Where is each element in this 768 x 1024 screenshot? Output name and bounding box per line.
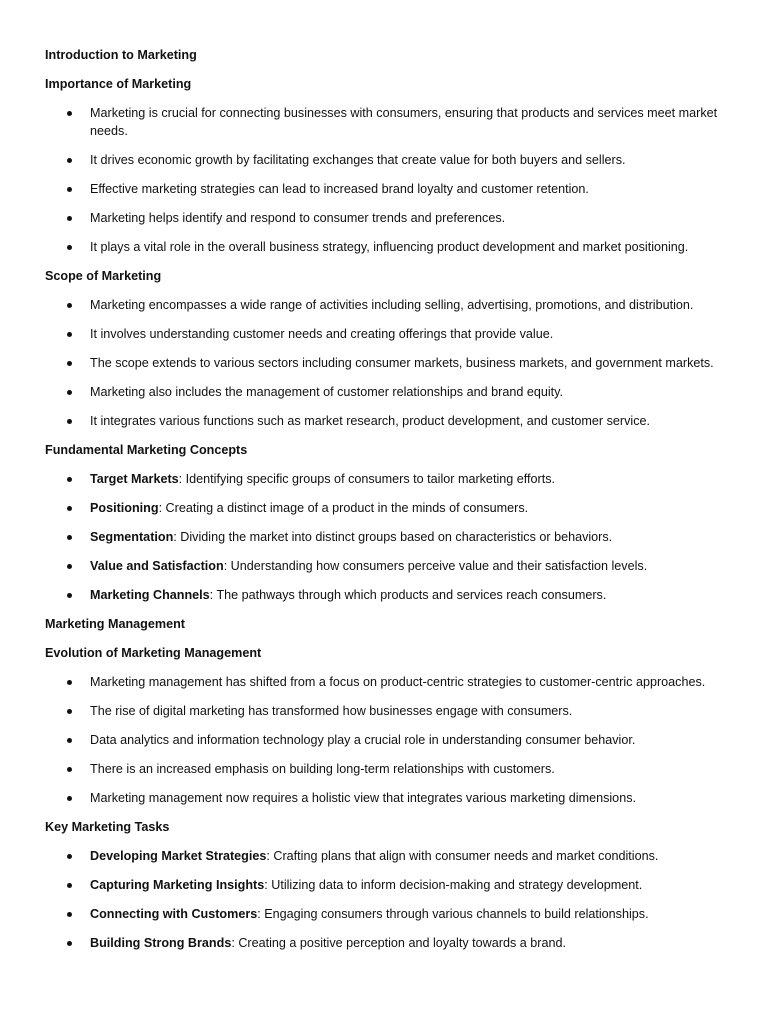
list-item: It drives economic growth by facilitating exchanges that create value for both buyers and sellers.: [45, 151, 735, 169]
bullet-icon: [67, 854, 72, 859]
bullet-icon: [67, 332, 72, 337]
concepts-list: [45, 470, 735, 604]
list-item: Target Markets: Identifying specific groups of consumers to tailor marketing efforts.: [45, 470, 735, 488]
term-label: Segmentation: [90, 530, 174, 544]
term-label: Building Strong Brands: [90, 936, 232, 950]
scope-list: [45, 296, 735, 430]
list-item: There is an increased emphasis on building long-term relationships with customers.: [45, 760, 735, 778]
importance-list: [45, 104, 735, 256]
list-item: Capturing Marketing Insights: Utilizing data to inform decision-making and strategy development.: [45, 876, 735, 894]
term-label: Positioning: [90, 501, 159, 515]
bullet-icon: [67, 564, 72, 569]
document-page: [45, 46, 735, 963]
list-item: Building Strong Brands: Creating a positive perception and loyalty towards a brand.: [45, 934, 735, 952]
bullet-icon: [67, 709, 72, 714]
bullet-icon: [67, 245, 72, 250]
list-item: Marketing Channels: The pathways through which products and services reach consumers.: [45, 586, 735, 604]
bullet-icon: [67, 477, 72, 482]
evolution-list: [45, 673, 735, 807]
list-item: Data analytics and information technology play a crucial role in understanding consumer behavior.: [45, 731, 735, 749]
bullet-icon: [67, 158, 72, 163]
bullet-icon: [67, 303, 72, 308]
list-item: Effective marketing strategies can lead to increased brand loyalty and customer retention.: [45, 180, 735, 198]
management-title: Marketing Management: [45, 617, 185, 631]
tasks-list: [45, 847, 735, 952]
bullet-icon: [67, 883, 72, 888]
tasks-heading: Key Marketing Tasks: [45, 820, 170, 834]
bullet-icon: [67, 361, 72, 366]
term-label: Developing Market Strategies: [90, 849, 267, 863]
list-item: The scope extends to various sectors including consumer markets, business markets, and government markets.: [45, 354, 735, 372]
list-item: Marketing management has shifted from a focus on product-centric strategies to customer-centric approaches.: [45, 673, 735, 691]
list-item: Marketing is crucial for connecting businesses with consumers, ensuring that products and services meet market needs.: [45, 104, 735, 140]
bullet-icon: [67, 390, 72, 395]
bullet-icon: [67, 216, 72, 221]
term-label: Capturing Marketing Insights: [90, 878, 265, 892]
bullet-icon: [67, 796, 72, 801]
list-item: Marketing helps identify and respond to consumer trends and preferences.: [45, 209, 735, 227]
bullet-icon: [67, 187, 72, 192]
list-item: The rise of digital marketing has transformed how businesses engage with consumers.: [45, 702, 735, 720]
importance-heading: Importance of Marketing: [45, 77, 192, 91]
bullet-icon: [67, 767, 72, 772]
list-item: Developing Market Strategies: Crafting plans that align with consumer needs and market conditions.: [45, 847, 735, 865]
bullet-icon: [67, 506, 72, 511]
list-item: It plays a vital role in the overall business strategy, influencing product development and market positioning.: [45, 238, 735, 256]
list-item: Connecting with Customers: Engaging consumers through various channels to build relationships.: [45, 905, 735, 923]
bullet-icon: [67, 593, 72, 598]
list-item: It involves understanding customer needs and creating offerings that provide value.: [45, 325, 735, 343]
term-label: Value and Satisfaction: [90, 559, 224, 573]
term-label: Connecting with Customers: [90, 907, 258, 921]
bullet-icon: [67, 419, 72, 424]
bullet-icon: [67, 111, 72, 116]
scope-heading: Scope of Marketing: [45, 269, 162, 283]
list-item: Marketing also includes the management of customer relationships and brand equity.: [45, 383, 735, 401]
bullet-icon: [67, 535, 72, 540]
bullet-icon: [67, 941, 72, 946]
document-title: Introduction to Marketing: [45, 48, 197, 62]
list-item: Marketing encompasses a wide range of activities including selling, advertising, promotions, and distribution.: [45, 296, 735, 314]
list-item: Segmentation: Dividing the market into distinct groups based on characteristics or behaviors.: [45, 528, 735, 546]
bullet-icon: [67, 912, 72, 917]
bullet-icon: [67, 680, 72, 685]
list-item: Value and Satisfaction: Understanding how consumers perceive value and their satisfaction levels.: [45, 557, 735, 575]
evolution-heading: Evolution of Marketing Management: [45, 646, 262, 660]
list-item: Marketing management now requires a holistic view that integrates various marketing dimensions.: [45, 789, 735, 807]
list-item: It integrates various functions such as market research, product development, and customer service.: [45, 412, 735, 430]
list-item: Positioning: Creating a distinct image of a product in the minds of consumers.: [45, 499, 735, 517]
bullet-icon: [67, 738, 72, 743]
term-label: Target Markets: [90, 472, 179, 486]
concepts-heading: Fundamental Marketing Concepts: [45, 443, 248, 457]
term-label: Marketing Channels: [90, 588, 210, 602]
